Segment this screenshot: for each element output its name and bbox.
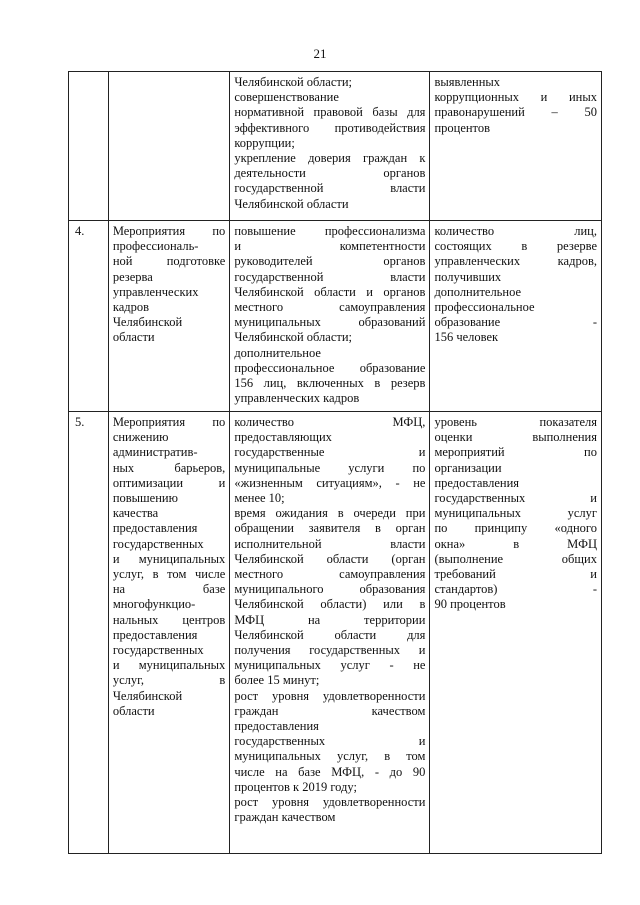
- measure-actions-line: получения государственных и: [234, 643, 426, 658]
- measure-results-line: правонарушений – 50: [434, 105, 597, 120]
- measure-results-line: государственных и: [434, 491, 597, 506]
- measure-results-line: образование -: [434, 315, 597, 330]
- measure-actions-line: граждан качеством: [234, 703, 426, 718]
- measure-actions-line: коррупции;: [234, 135, 295, 150]
- measure-actions-cell: [230, 412, 430, 854]
- measure-actions-line: Челябинской области и органов: [234, 284, 426, 299]
- measure-results-line: мероприятий по: [434, 445, 597, 460]
- table-row: [69, 412, 602, 854]
- measure-actions-line: эффективного противодействия: [234, 120, 426, 135]
- measures-table: [68, 71, 602, 854]
- measure-title-line: предоставления: [112, 627, 198, 642]
- measure-actions-line: муниципальных образований: [234, 315, 426, 330]
- measure-title-line: снижению: [112, 430, 169, 445]
- measure-results-line: муниципальных услуг: [434, 506, 597, 521]
- measure-actions-line: «жизненным ситуациям», - не: [234, 475, 426, 490]
- measure-title-line: оптимизации и: [112, 475, 226, 490]
- measure-actions-line: муниципальные услуги по: [234, 460, 426, 475]
- measure-actions-line: укрепление доверия граждан к: [234, 151, 426, 166]
- measure-actions-line: управленческих кадров: [234, 391, 360, 406]
- measure-results-line: дополнительное: [434, 284, 522, 299]
- measure-title-line: Мероприятия по: [112, 415, 226, 429]
- measure-results-cell: [430, 412, 602, 854]
- measure-actions-line: рост уровня удовлетворенности: [234, 795, 426, 810]
- measure-actions-line: рост уровня удовлетворенности: [234, 688, 426, 703]
- measure-title-line: государственных: [112, 536, 204, 551]
- measure-actions-line: государственных и: [234, 734, 426, 749]
- table-row: [69, 72, 602, 221]
- row-number-cell: [69, 72, 109, 221]
- measure-actions-line: дополнительное: [234, 345, 321, 360]
- measure-actions-line: и компетентности: [234, 239, 426, 254]
- measure-actions-line: муниципальных услуг - не: [234, 658, 426, 673]
- measure-results-cell: [430, 72, 602, 221]
- measure-title-cell: [108, 72, 230, 221]
- measure-results-line: профессиональное: [434, 300, 535, 315]
- measure-actions-line: время ожидания в очереди при: [234, 506, 426, 521]
- measure-actions-line: местного самоуправления: [234, 567, 426, 582]
- measure-results-line: управленческих кадров,: [434, 254, 597, 269]
- measure-actions-line: государственной власти: [234, 181, 426, 196]
- measure-title-cell: [108, 221, 230, 412]
- measure-title-line: ной подготовке: [112, 254, 226, 269]
- measure-title-cell: [108, 412, 230, 854]
- measure-actions-line: обращении заявителя в орган: [234, 521, 426, 536]
- measure-actions-line: МФЦ на территории: [234, 612, 426, 627]
- measure-results-line: (выполнение общих: [434, 551, 597, 566]
- measure-results-line: получивших: [434, 269, 502, 284]
- measure-actions-line: Челябинской области: [234, 196, 349, 211]
- measure-results-line: требований и: [434, 567, 597, 582]
- measure-title-line: кадров: [112, 300, 150, 315]
- measure-title-line: административ-: [112, 445, 198, 460]
- measure-actions-line: количество МФЦ,: [234, 415, 426, 429]
- measure-actions-line: Челябинской области;: [234, 75, 353, 89]
- measure-title-line: ных барьеров,: [112, 460, 226, 475]
- measure-results-cell: [430, 221, 602, 412]
- measure-actions-line: предоставления: [234, 719, 319, 734]
- measure-title-line: Мероприятия по: [112, 224, 226, 238]
- measure-title-line: резерва: [112, 269, 153, 284]
- measure-actions-line: Челябинской области (орган: [234, 551, 426, 566]
- measure-results-line: стандартов) -: [434, 582, 597, 597]
- measure-actions-line: местного самоуправления: [234, 300, 426, 315]
- measure-title-line: качества: [112, 506, 159, 521]
- measure-results-line: уровень показателя: [434, 415, 597, 429]
- page-number: 21: [313, 46, 327, 61]
- measure-actions-line: деятельности органов: [234, 166, 426, 181]
- measure-actions-line: нормативной правовой базы для: [234, 105, 426, 120]
- measure-actions-line: руководителей органов: [234, 254, 426, 269]
- measure-results-line: окна» в МФЦ: [434, 536, 597, 551]
- measure-title-line: профессиональ-: [112, 239, 199, 254]
- measure-title-line: услуг, в том числе: [112, 567, 226, 582]
- measure-results-line: оценки выполнения: [434, 430, 597, 445]
- measure-actions-line: исполнительной власти: [234, 536, 426, 551]
- measure-results-line: коррупционных и иных: [434, 90, 597, 105]
- measure-title-line: повышению: [112, 491, 178, 506]
- measure-actions-line: более 15 минут;: [234, 673, 320, 688]
- measure-actions-line: государственной власти: [234, 269, 426, 284]
- measure-results-line: по принципу «одного: [434, 521, 597, 536]
- measure-title-line: на базе: [112, 582, 226, 597]
- measure-results-line: количество лиц,: [434, 224, 597, 238]
- measure-actions-line: числе на базе МФЦ, - до 90: [234, 764, 426, 779]
- measure-title-line: Челябинской: [112, 315, 183, 330]
- measure-results-line: 90 процентов: [434, 597, 506, 612]
- measure-actions-line: Челябинской области для: [234, 627, 426, 642]
- table-row: [69, 221, 602, 412]
- measure-title-line: предоставления: [112, 521, 198, 536]
- measure-results-line: состоящих в резерве: [434, 239, 597, 254]
- measure-results-line: организации: [434, 460, 502, 475]
- measure-actions-cell: [230, 221, 430, 412]
- measure-results-line: процентов: [434, 120, 491, 135]
- measure-actions-line: совершенствование: [234, 90, 339, 105]
- measure-actions-line: Челябинской области;: [234, 330, 353, 345]
- measure-actions-line: муниципальных услуг, в том: [234, 749, 426, 764]
- measure-actions-line: повышение профессионализма: [234, 224, 426, 238]
- measure-title-line: Челябинской: [112, 688, 183, 703]
- measure-actions-line: Челябинской области) или в: [234, 597, 426, 612]
- measure-title-line: и муниципальных: [112, 551, 226, 566]
- measure-actions-line: менее 10;: [234, 491, 285, 506]
- measure-results-line: 156 человек: [434, 330, 499, 345]
- measure-actions-cell: [230, 72, 430, 221]
- measure-title-line: нальных центров: [112, 612, 226, 627]
- measure-title-line: услуг, в: [112, 673, 226, 688]
- measure-title-line: области: [112, 330, 155, 345]
- measure-actions-line: муниципального образования: [234, 582, 426, 597]
- row-number-cell: 4.: [69, 221, 109, 412]
- measure-title-line: государственных: [112, 643, 204, 658]
- row-number-cell: 5.: [69, 412, 109, 854]
- measure-actions-line: профессиональное образование: [234, 360, 426, 375]
- measure-actions-line: 156 лиц, включенных в резерв: [234, 376, 426, 391]
- measure-title-line: многофункцио-: [112, 597, 196, 612]
- measure-title-line: управленческих: [112, 284, 199, 299]
- measure-actions-line: граждан качеством: [234, 810, 336, 825]
- measure-title-line: области: [112, 703, 155, 718]
- measure-title-line: и муниципальных: [112, 658, 226, 673]
- measure-results-line: предоставления: [434, 475, 520, 490]
- measure-results-line: выявленных: [434, 75, 501, 89]
- measure-actions-line: процентов к 2019 году;: [234, 779, 357, 794]
- measure-actions-line: государственные и: [234, 445, 426, 460]
- measure-actions-line: предоставляющих: [234, 430, 332, 445]
